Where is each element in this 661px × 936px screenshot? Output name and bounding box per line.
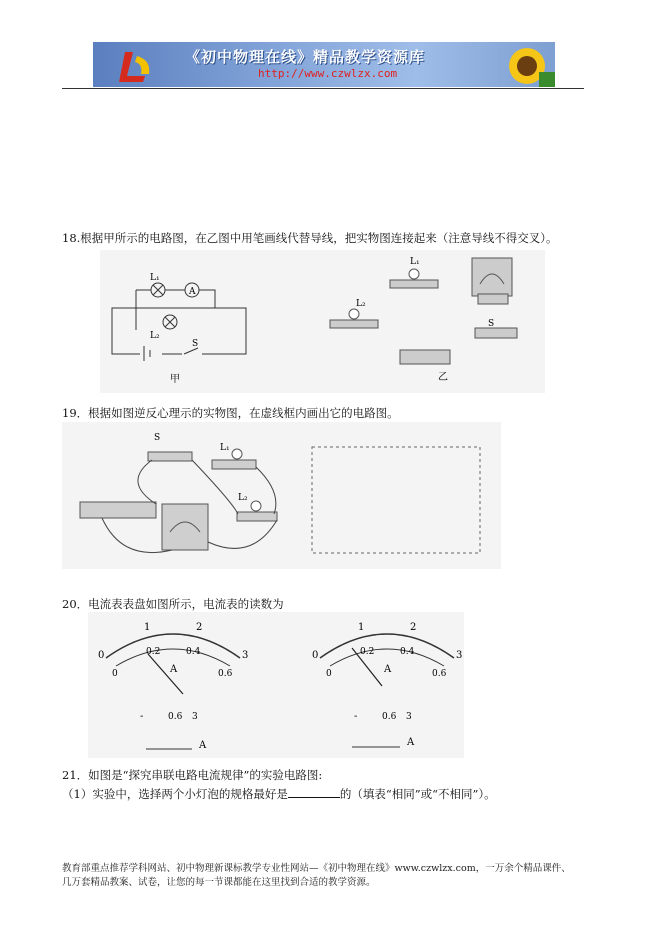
switch-label: S [192, 339, 199, 349]
terminal2-minus: - [354, 711, 358, 722]
terminal-0-6: 0.6 [168, 712, 183, 722]
header-divider [62, 88, 584, 89]
dial-inner-tick-0: 0 [112, 669, 118, 679]
logo-icon [111, 46, 157, 84]
question-21-sub1-before: （1）实验中，选择两个小灯泡的规格最好是 [62, 787, 288, 801]
question-18-text: 18.根据甲所示的电路图，在乙图中用笔画线代替导线，把实物图连接起来（注意导线不得交叉）。 [62, 231, 558, 245]
figure-yi-label: 乙 [438, 372, 448, 383]
dial-outer-tick-1: 1 [144, 622, 151, 633]
dial2-outer-tick-2: 2 [410, 622, 417, 633]
figure-jia-label: 甲 [170, 374, 180, 385]
banner-url: http://www.czwlzx.com [258, 67, 398, 80]
answer-unit-left: A [199, 740, 207, 751]
lamp-l1-label: L₁ [150, 273, 160, 283]
lamp-l2-label: L₂ [238, 493, 248, 503]
page-footer [62, 862, 602, 890]
terminal-minus: - [140, 711, 144, 722]
dial-inner-tick-2: 0.4 [186, 647, 201, 657]
ammeter-dials [88, 612, 464, 758]
circuit-diagrams-18 [100, 250, 545, 393]
footer-line-1: 教育部重点推荐学科网站、初中物理新课标教学专业性网站—《初中物理在线》www.czwlzx.com，一万余个精品课件、 [62, 863, 571, 874]
dial-inner-tick-1: 0.2 [146, 647, 161, 657]
ammeter-dial-left [98, 622, 248, 751]
dial2-inner-tick-1: 0.2 [360, 647, 375, 657]
answer-blank[interactable] [288, 787, 340, 798]
lamp-l2-label: L₂ [150, 331, 160, 341]
ammeter-symbol-label: A [189, 287, 196, 297]
circuit-photo-19 [62, 422, 501, 569]
question-21-sub1 [62, 786, 496, 802]
real-switch-label: S [488, 319, 495, 329]
header-banner [93, 42, 555, 87]
dial-inner-tick-3: 0.6 [218, 669, 233, 679]
question-19-figure [62, 422, 501, 569]
dial-outer-tick-0: 0 [98, 650, 105, 661]
question-19-text: 19．根据如图逆反心理示的实物图，在虚线框内画出它的电路图。 [62, 406, 399, 420]
question-18-figure [100, 250, 545, 393]
dial-outer-tick-2: 2 [196, 622, 203, 633]
terminal2-3: 3 [406, 712, 412, 722]
question-21-sub1-after: 的（填表“相同”或“不相同”）。 [339, 787, 496, 801]
dial2-inner-tick-0: 0 [326, 669, 332, 679]
question-20-text: 20．电流表表盘如图所示，电流表的读数为 [62, 597, 284, 611]
dial2-outer-tick-3: 3 [456, 650, 463, 661]
question-21-text: 21．如图是“探究串联电路电流规律”的实验电路图: [62, 768, 323, 782]
answer-dashed-box [312, 447, 480, 553]
answer-unit-right: A [407, 737, 415, 748]
banner-title: 《初中物理在线》精品教学资源库 [185, 48, 426, 66]
terminal-3: 3 [192, 712, 198, 722]
switch-label: S [154, 433, 161, 443]
dial2-outer-tick-1: 1 [358, 622, 365, 633]
dial-outer-tick-3: 3 [242, 650, 249, 661]
terminal2-0-6: 0.6 [382, 712, 397, 722]
dial2-inner-tick-2: 0.4 [400, 647, 415, 657]
dial-unit: A [170, 664, 178, 675]
lamp-l1-label: L₁ [220, 443, 230, 453]
footer-line-2: 几万套精品教案、试卷，让您的每一节课都能在这里找到合适的教学资源。 [62, 877, 376, 888]
real-lamp-l2-label: L₂ [356, 299, 366, 309]
dial2-inner-tick-3: 0.6 [432, 669, 447, 679]
dial2-unit: A [384, 664, 392, 675]
dial2-outer-tick-0: 0 [312, 650, 319, 661]
question-20-figure [88, 612, 464, 758]
ammeter-dial-right [312, 622, 462, 748]
sunflower-icon [495, 42, 555, 87]
real-lamp-l1-label: L₁ [410, 257, 420, 267]
